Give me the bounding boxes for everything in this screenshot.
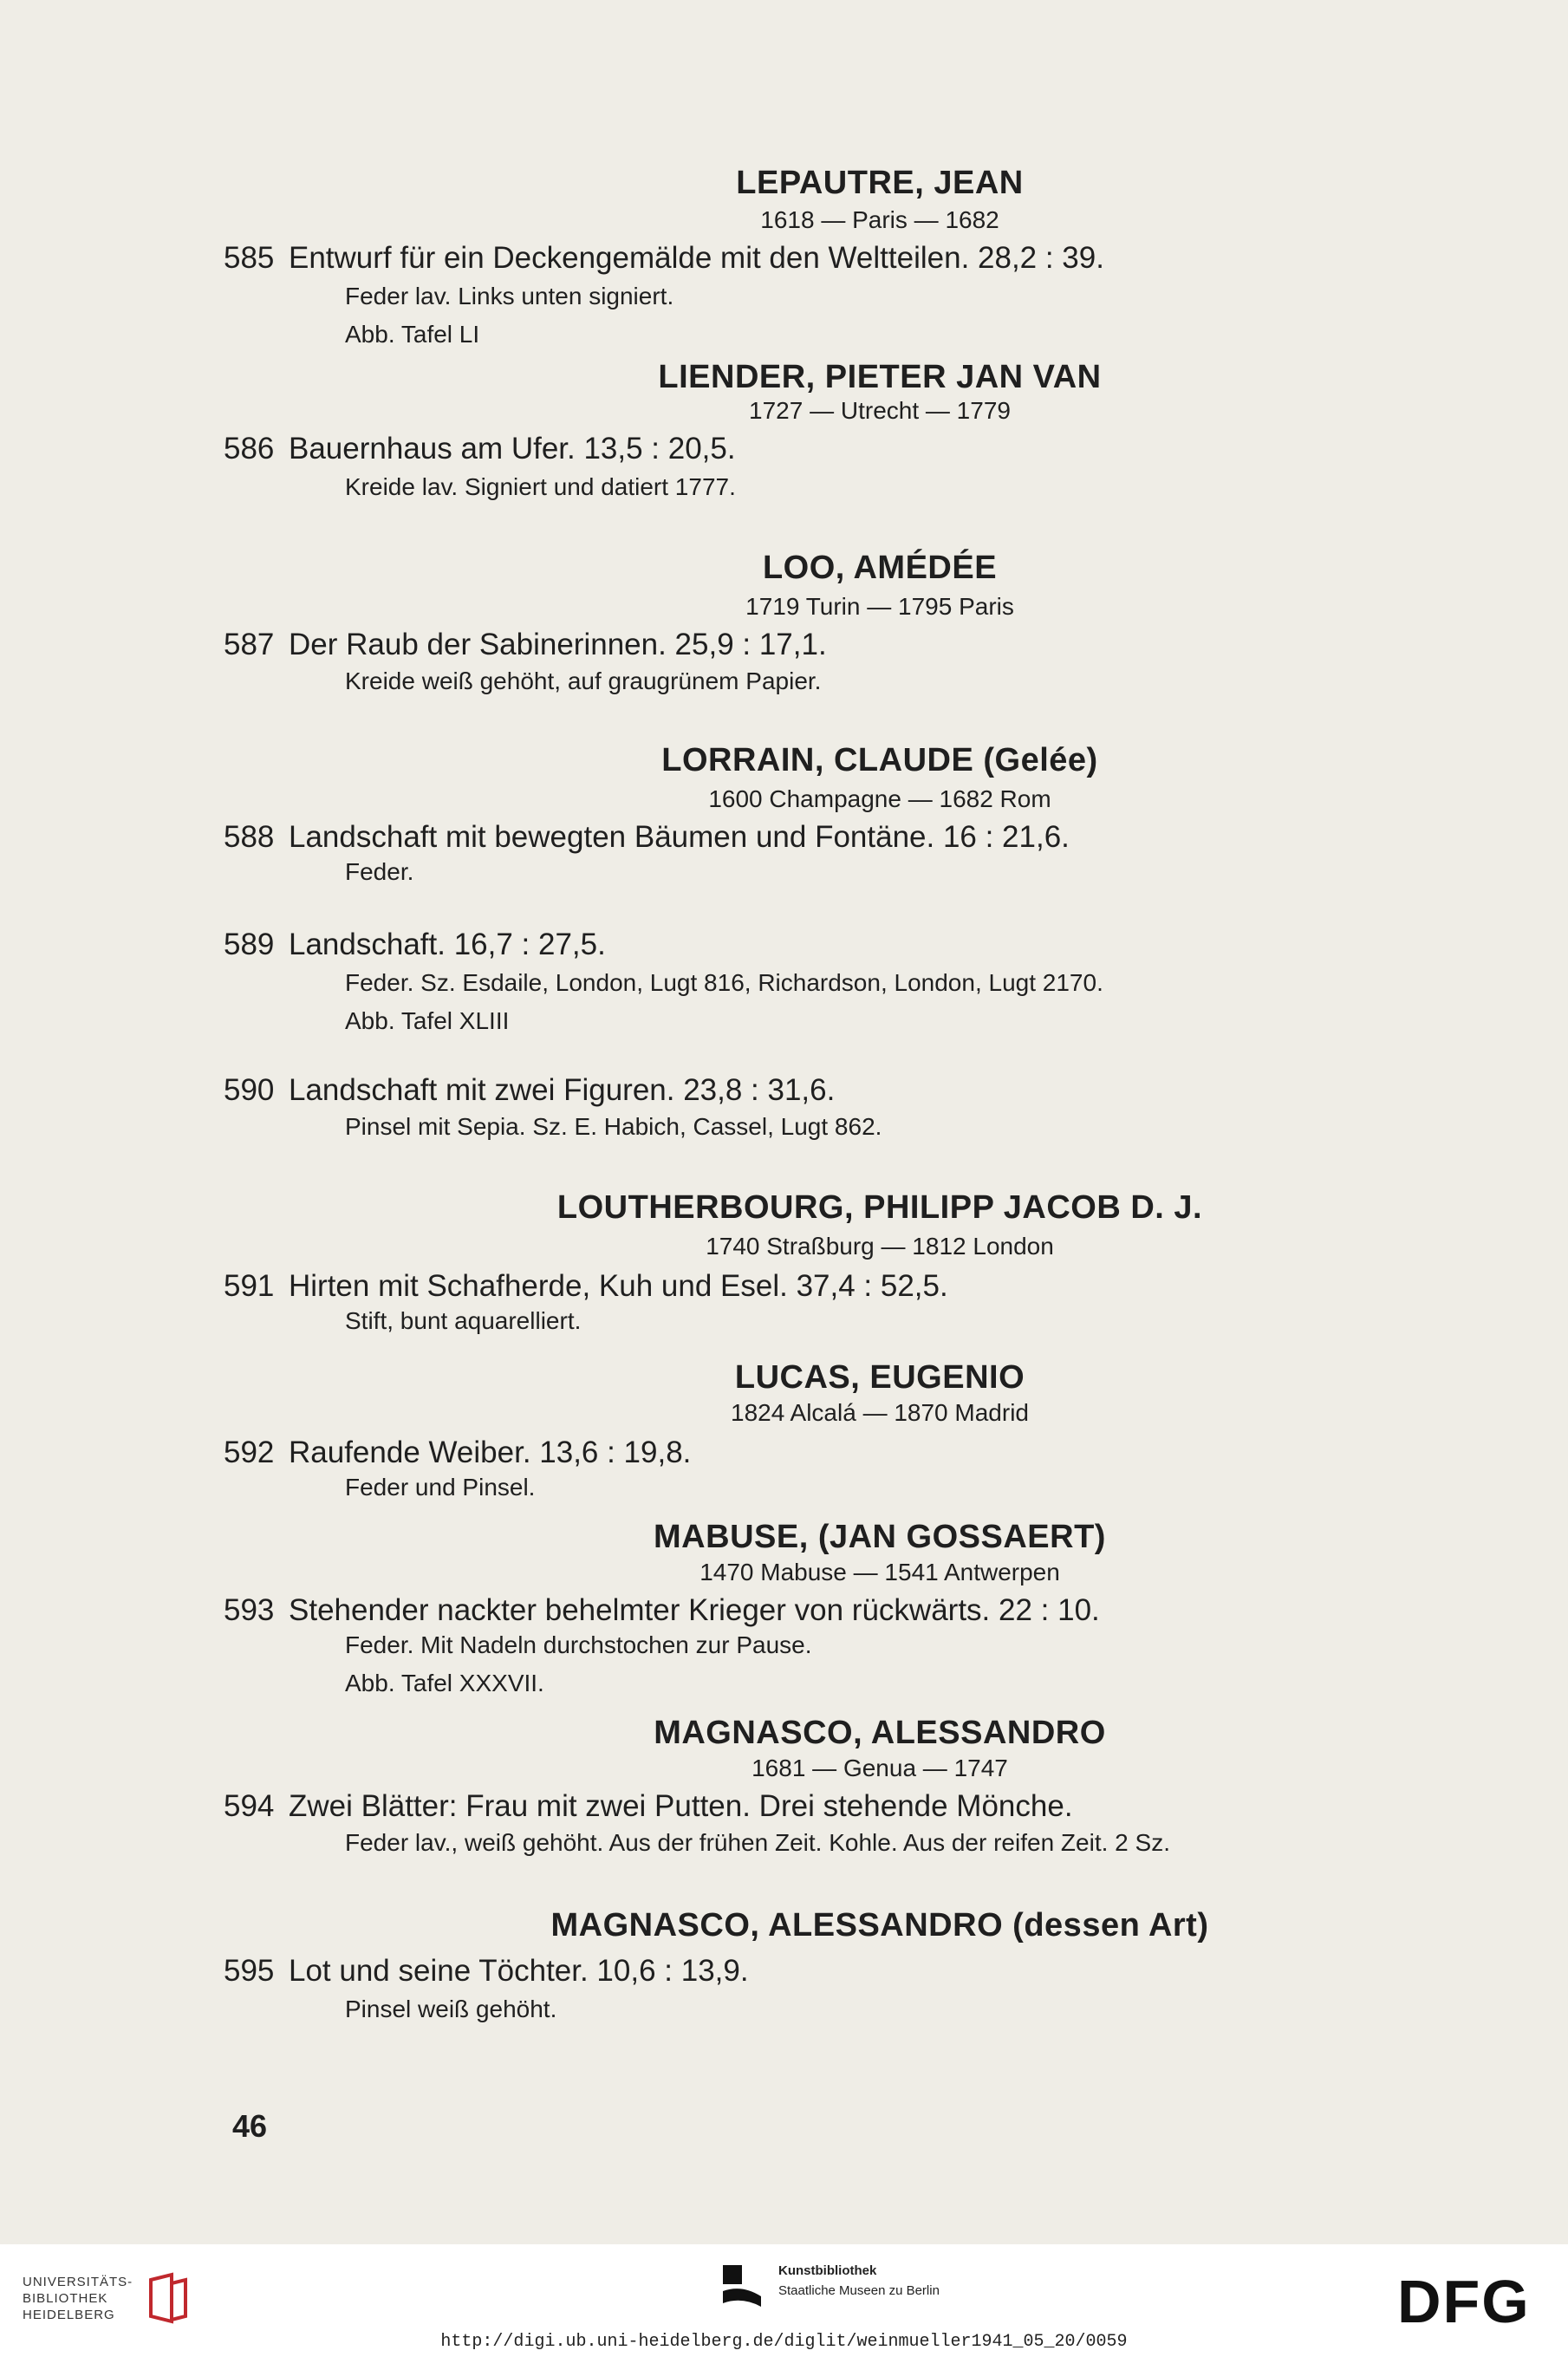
artist-heading: LIENDER, PIETER JAN VAN [658, 359, 1102, 395]
lot-number: 587 [224, 628, 275, 661]
artist-life-dates: 1740 Straßburg — 1812 London [706, 1233, 1054, 1260]
lot-title: Bauernhaus am Ufer. 13,5 : 20,5. [289, 432, 736, 466]
artist-heading: LOO, AMÉDÉE [762, 550, 998, 586]
lot-title: Der Raub der Sabinerinnen. 25,9 : 17,1. [289, 628, 827, 661]
artist-heading: MAGNASCO, ALESSANDRO [654, 1715, 1106, 1751]
dfg-logo[interactable]: DFG [1397, 2268, 1531, 2335]
artist-life-dates: 1681 — Genua — 1747 [751, 1755, 1008, 1781]
artist-heading: LOUTHERBOURG, PHILIPP JACOB D. J. [556, 1189, 1203, 1226]
lot-number: 588 [224, 820, 275, 854]
artist-heading: LUCAS, EUGENIO [734, 1359, 1025, 1396]
lot-detail: Kreide lav. Signiert und datiert 1777. [345, 473, 736, 500]
lot-detail: Feder und Pinsel. [345, 1474, 536, 1501]
lot-detail: Feder. Mit Nadeln durchstochen zur Pause. [345, 1631, 812, 1658]
lot-number: 593 [224, 1593, 275, 1627]
permalink-url[interactable]: http://digi.ub.uni-heidelberg.de/diglit/weinmueller1941_05_20/0059 [440, 2332, 1128, 2352]
lot-title: Landschaft mit bewegten Bäumen und Fontäne. 16 : 21,6. [289, 820, 1070, 854]
artist-life-dates: 1719 Turin — 1795 Paris [745, 593, 1014, 620]
artist-heading: LORRAIN, CLAUDE (Gelée) [661, 742, 1098, 778]
lot-detail: Stift, bunt aquarelliert. [345, 1307, 582, 1334]
lot-entry [224, 432, 736, 466]
lot-detail: Feder. [345, 858, 414, 885]
lot-entry [224, 1593, 1100, 1628]
artist-life-dates: 1727 — Utrecht — 1779 [749, 397, 1011, 424]
kunstbibliothek-logo-icon[interactable] [716, 2262, 768, 2310]
lot-number: 586 [224, 432, 275, 466]
lot-entry [224, 1954, 749, 1989]
lot-entry [224, 1789, 1073, 1824]
lot-detail: Kreide weiß gehöht, auf graugrünem Papier. [345, 667, 822, 694]
artist-heading: MABUSE, (JAN GOSSAERT) [654, 1519, 1106, 1555]
lot-title: Stehender nackter behelmter Krieger von rückwärts. 22 : 10. [289, 1593, 1100, 1627]
lot-number: 589 [224, 928, 275, 961]
page-number: 46 [232, 2108, 268, 2144]
lot-detail: Feder lav. Links unten signiert. [345, 283, 674, 309]
university-library-logo-text[interactable]: UNIVERSITÄTS- BIBLIOTHEK HEIDELBERG [23, 2275, 133, 2322]
lot-detail: Pinsel mit Sepia. Sz. E. Habich, Cassel, Lugt 862. [345, 1113, 882, 1140]
lot-title: Entwurf für ein Deckengemälde mit den Weltteilen. 28,2 : 39. [289, 241, 1104, 275]
lot-plate: Abb. Tafel LI [345, 321, 480, 348]
artist-heading: LEPAUTRE, JEAN [736, 165, 1024, 201]
artist-life-dates: 1618 — Paris — 1682 [760, 206, 999, 233]
lot-title: Hirten mit Schafherde, Kuh und Esel. 37,4 : 52,5. [289, 1269, 948, 1303]
lot-number: 592 [224, 1436, 275, 1469]
lot-detail: Feder. Sz. Esdaile, London, Lugt 816, Richardson, London, Lugt 2170. [345, 969, 1103, 996]
lot-number: 590 [224, 1073, 275, 1107]
lot-number: 585 [224, 241, 275, 275]
lot-title: Landschaft mit zwei Figuren. 23,8 : 31,6. [289, 1073, 836, 1107]
lot-entry [224, 1436, 691, 1470]
lot-detail: Pinsel weiß gehöht. [345, 1996, 557, 2022]
lot-title: Zwei Blätter: Frau mit zwei Putten. Drei stehende Mönche. [289, 1789, 1073, 1823]
lot-number: 595 [224, 1954, 275, 1988]
lot-plate: Abb. Tafel XXXVII. [345, 1670, 544, 1696]
lot-number: 591 [224, 1269, 275, 1303]
lot-detail: Feder lav., weiß gehöht. Aus der frühen Zeit. Kohle. Aus der reifen Zeit. 2 Sz. [345, 1829, 1170, 1856]
artist-life-dates: 1824 Alcalá — 1870 Madrid [731, 1399, 1029, 1426]
lot-number: 594 [224, 1789, 275, 1823]
lot-entry [224, 241, 1104, 276]
artist-life-dates: 1470 Mabuse — 1541 Antwerpen [699, 1559, 1060, 1585]
kunstbibliothek-title[interactable]: Kunstbibliothek [778, 2263, 877, 2278]
lot-plate: Abb. Tafel XLIII [345, 1007, 510, 1034]
lot-title: Raufende Weiber. 13,6 : 19,8. [289, 1436, 692, 1469]
artist-heading: MAGNASCO, ALESSANDRO (dessen Art) [550, 1907, 1209, 1944]
artist-life-dates: 1600 Champagne — 1682 Rom [708, 785, 1051, 812]
lot-entry [224, 1073, 835, 1108]
lot-title: Landschaft. 16,7 : 27,5. [289, 928, 606, 961]
lot-entry [224, 628, 827, 662]
lot-entry [224, 1269, 948, 1304]
lot-entry [224, 820, 1070, 855]
lot-title: Lot und seine Töchter. 10,6 : 13,9. [289, 1954, 749, 1988]
kunstbibliothek-subtitle[interactable]: Staatliche Museen zu Berlin [778, 2283, 940, 2298]
lot-entry [224, 928, 606, 962]
university-library-logo-icon[interactable] [146, 2271, 191, 2327]
